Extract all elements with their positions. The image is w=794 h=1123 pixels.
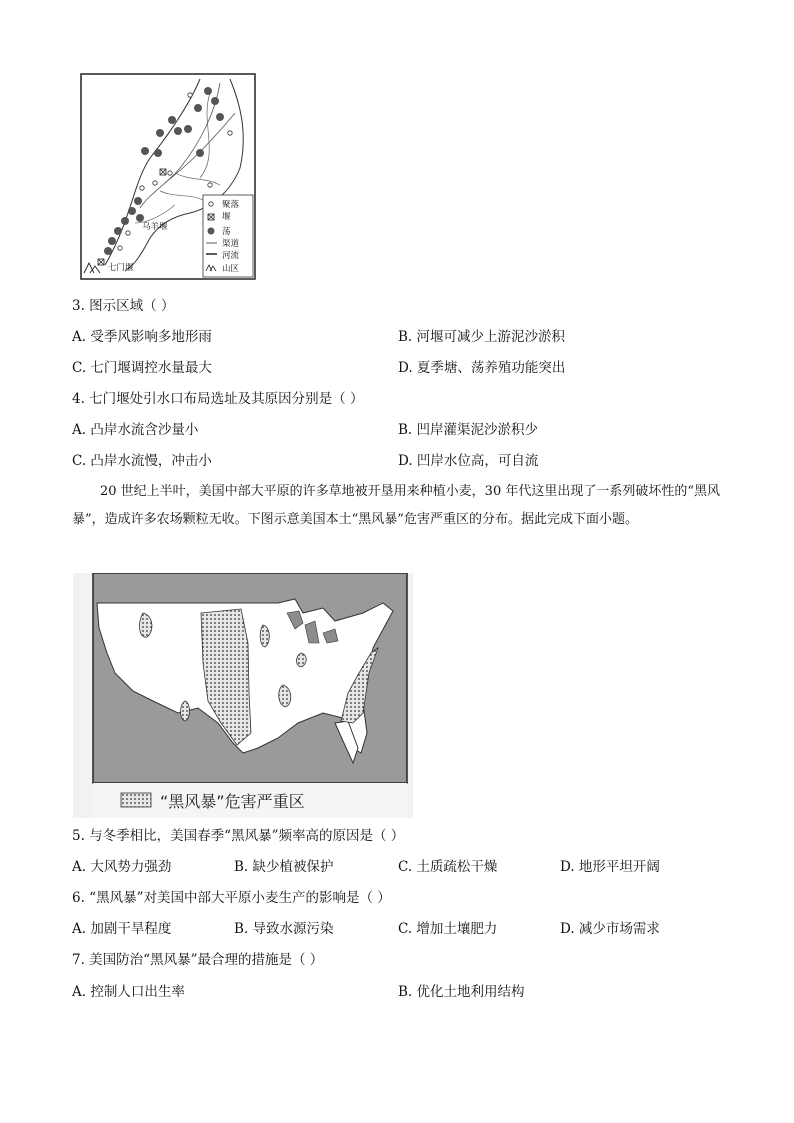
canal-system-map bbox=[80, 73, 256, 280]
question-4-stem: 4. 七门堰处引水口布局选址及其原因分别是（ ） bbox=[72, 391, 364, 407]
q4-option-b[interactable]: B. 凹岸灌渠泥沙淤积少 bbox=[398, 422, 539, 438]
q6-option-a[interactable]: A. 加剧干旱程度 bbox=[72, 921, 172, 937]
q6-option-b[interactable]: B. 导致水源污染 bbox=[234, 921, 334, 937]
legend-canal: 渠道 bbox=[222, 239, 240, 249]
legend-river: 河流 bbox=[222, 251, 240, 261]
legend-mountain: 山区 bbox=[222, 264, 240, 274]
black-storm-legend: “黑风暴”危害严重区 bbox=[160, 792, 305, 811]
label-qimen-weir: 七门堰 bbox=[108, 263, 134, 273]
q5-option-b[interactable]: B. 缺少植被保护 bbox=[234, 859, 334, 875]
q5-option-d[interactable]: D. 地形平坦开阔 bbox=[560, 859, 660, 875]
black-storm-map bbox=[73, 573, 413, 818]
q5-option-a[interactable]: A. 大风势力强劲 bbox=[72, 859, 172, 875]
q3-option-d[interactable]: D. 夏季塘、荡养殖功能突出 bbox=[398, 360, 566, 376]
usa-map-graphic bbox=[73, 573, 413, 818]
legend-settlement: 聚落 bbox=[222, 200, 240, 210]
q6-option-c[interactable]: C. 增加土壤肥力 bbox=[398, 921, 498, 937]
label-wuyang-weir: 乌羊堰 bbox=[142, 222, 168, 232]
question-3-stem: 3. 图示区域（ ） bbox=[72, 298, 175, 314]
q7-option-b[interactable]: B. 优化土地利用结构 bbox=[398, 984, 525, 1000]
q3-option-a[interactable]: A. 受季风影响多地形雨 bbox=[72, 329, 212, 345]
q7-option-a[interactable]: A. 控制人口出生率 bbox=[72, 984, 185, 1000]
legend-pond: 荡 bbox=[222, 227, 231, 237]
q3-option-c[interactable]: C. 七门堰调控水量最大 bbox=[72, 360, 212, 376]
q4-option-a[interactable]: A. 凸岸水流含沙量小 bbox=[72, 422, 199, 438]
q3-option-b[interactable]: B. 河堰可减少上游泥沙淤积 bbox=[398, 329, 566, 345]
legend-weir: 堰 bbox=[222, 212, 231, 222]
question-6-stem: 6. “黑风暴”对美国中部大平原小麦生产的影响是（ ） bbox=[72, 890, 391, 906]
q4-option-c[interactable]: C. 凸岸水流慢，冲击小 bbox=[72, 453, 212, 469]
question-7-stem: 7. 美国防治“黑风暴”最合理的措施是（ ） bbox=[72, 952, 324, 968]
q5-option-c[interactable]: C. 土质疏松干燥 bbox=[398, 859, 498, 875]
q4-option-d[interactable]: D. 凹岸水位高，可自流 bbox=[398, 453, 539, 469]
reading-passage: 20 世纪上半叶，美国中部大平原的许多草地被开垦用来种植小麦，30 年代这里出现了一系列破坏性的“黑风暴”，造成许多农场颗粒无收。下图示意美国本土“黑风暴”危害严重区的分布。据此完成下面小题。 bbox=[72, 484, 720, 527]
q6-option-d[interactable]: D. 减少市场需求 bbox=[560, 921, 660, 937]
question-5-stem: 5. 与冬季相比，美国春季“黑风暴”频率高的原因是（ ） bbox=[72, 828, 405, 844]
